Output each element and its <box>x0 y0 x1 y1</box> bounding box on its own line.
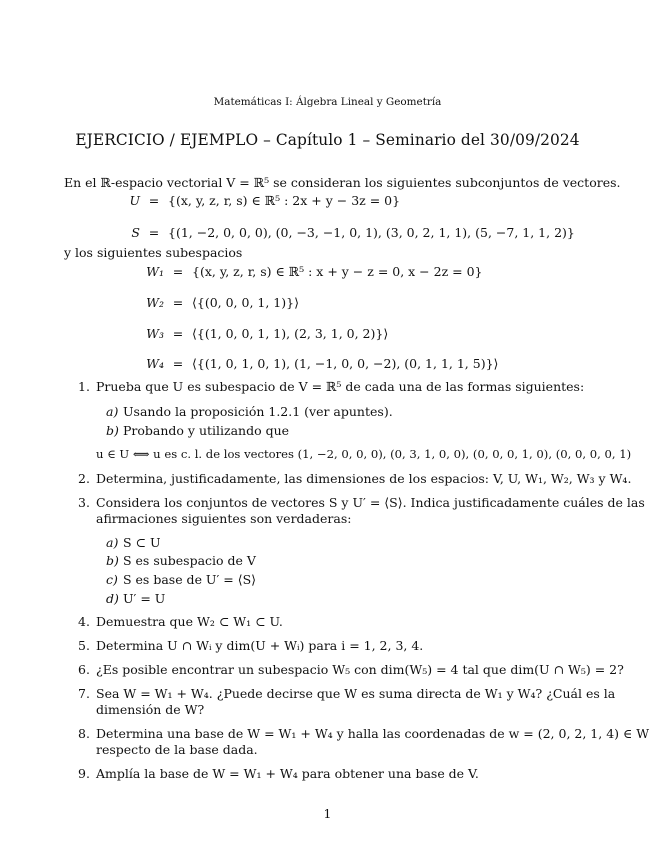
option-label: b) <box>106 423 119 438</box>
equals-sign: = <box>172 326 184 341</box>
exercise-number: 9. <box>78 766 90 781</box>
exercise-text: Prueba que U es subespacio de V = ℝ⁵ de cada una de las formas siguientes: <box>96 379 585 394</box>
exercise-number: 2. <box>78 471 90 486</box>
exercise-number: 4. <box>78 614 90 629</box>
exercise-text: Sea W = W₁ + W₄. ¿Puede decirse que W es suma directa de W₁ y W₄? ¿Cuál es la <box>96 686 616 701</box>
option-text: S ⊂ U <box>123 535 161 550</box>
intro-text: En el ℝ-espacio vectorial V = ℝ⁵ se consideran los siguientes subconjuntos de vectores. <box>64 175 621 190</box>
exercise-number: 6. <box>78 662 90 677</box>
exercise-text: ¿Es posible encontrar un subespacio W₅ con dim(W₅) = 4 tal que dim(U ∩ W₅) = 2? <box>96 662 624 677</box>
subspace-W1 <box>138 264 483 279</box>
subspace-W2 <box>138 295 299 310</box>
exercise-number: 5. <box>78 638 90 653</box>
exercise-text-cont: respecto de la base dada. <box>96 742 258 757</box>
subspace-W4 <box>138 356 498 371</box>
U-definition: {(x, y, z, r, s) ∈ ℝ⁵ : 2x + y − 3z = 0} <box>168 193 401 208</box>
exercise-text: Determina U ∩ Wᵢ y dim(U + Wᵢ) para i = 1, 2, 3, 4. <box>96 638 424 653</box>
equals-sign: = <box>172 264 184 279</box>
exercise-text: Considera los conjuntos de vectores S y U′ = ⟨S⟩. Indica justificadamente cuáles de las <box>96 495 645 510</box>
W1-definition: {(x, y, z, r, s) ∈ ℝ⁵ : x + y − z = 0, x − 2z = 0} <box>192 264 483 279</box>
exercise-text: Determina una base de W = W₁ + W₄ y halla las coordenadas de w = (2, 0, 2, 1, 4) ∈ W <box>96 726 650 741</box>
option-label: d) <box>106 591 119 606</box>
exercise-text-cont: dimensión de W? <box>96 702 205 717</box>
equals-sign: = <box>148 225 160 240</box>
exercise-text-cont: afirmaciones siguientes son verdaderas: <box>96 511 352 526</box>
subspaces-intro: y los siguientes subespacios <box>64 245 243 260</box>
document-header: Matemáticas I: Álgebra Lineal y Geometría <box>213 96 442 108</box>
W1-symbol: W₁ <box>146 264 164 279</box>
equals-sign: = <box>148 193 160 208</box>
exercise-text: Determina, justificadamente, las dimensiones de los espacios: V, U, W₁, W₂, W₃ y W₄. <box>96 471 632 486</box>
option-text: Probando y utilizando que <box>123 423 290 438</box>
exercise-number: 1. <box>78 379 90 394</box>
W2-definition: ⟨{(0, 0, 0, 1, 1)}⟩ <box>192 295 299 310</box>
equals-sign: = <box>172 295 184 310</box>
definition-S <box>114 225 575 240</box>
equivalence-statement: u ∈ U ⟺ u es c. l. de los vectores (1, −2, 0, 0, 0), (0, 3, 1, 0, 0), (0, 0, 0, 1, 0), (0, 0, 0, 0, 1) <box>96 447 632 461</box>
option-label: a) <box>106 404 119 419</box>
page-number: 1 <box>323 806 332 821</box>
U-symbol: U <box>129 193 140 208</box>
option-text: U′ = U <box>123 591 166 606</box>
definition-U <box>114 193 400 208</box>
option-label: a) <box>106 535 119 550</box>
W3-symbol: W₃ <box>146 326 164 341</box>
exercise-text: Amplía la base de W = W₁ + W₄ para obtener una base de V. <box>96 766 479 781</box>
subspace-W3 <box>138 326 388 341</box>
option-label: b) <box>106 553 119 568</box>
equals-sign: = <box>172 356 184 371</box>
option-label: c) <box>106 572 118 587</box>
document-title: EJERCICIO / EJEMPLO – Capítulo 1 – Seminario del 30/09/2024 <box>75 131 580 149</box>
option-text: Usando la proposición 1.2.1 (ver apuntes). <box>123 404 393 419</box>
W4-definition: ⟨{(1, 0, 1, 0, 1), (1, −1, 0, 0, −2), (0, 1, 1, 1, 5)}⟩ <box>192 356 499 371</box>
exercise-text: Demuestra que W₂ ⊂ W₁ ⊂ U. <box>96 614 283 629</box>
W4-symbol: W₄ <box>146 356 164 371</box>
S-definition: {(1, −2, 0, 0, 0), (0, −3, −1, 0, 1), (3, 0, 2, 1, 1), (5, −7, 1, 1, 2)} <box>168 225 575 240</box>
exercise-number: 3. <box>78 495 90 510</box>
option-text: S es subespacio de V <box>123 553 256 568</box>
S-symbol: S <box>131 225 140 240</box>
exercise-number: 7. <box>78 686 90 701</box>
W3-definition: ⟨{(1, 0, 0, 1, 1), (2, 3, 1, 0, 2)}⟩ <box>192 326 389 341</box>
option-text: S es base de U′ = ⟨S⟩ <box>123 572 257 587</box>
W2-symbol: W₂ <box>146 295 164 310</box>
exercise-number: 8. <box>78 726 90 741</box>
